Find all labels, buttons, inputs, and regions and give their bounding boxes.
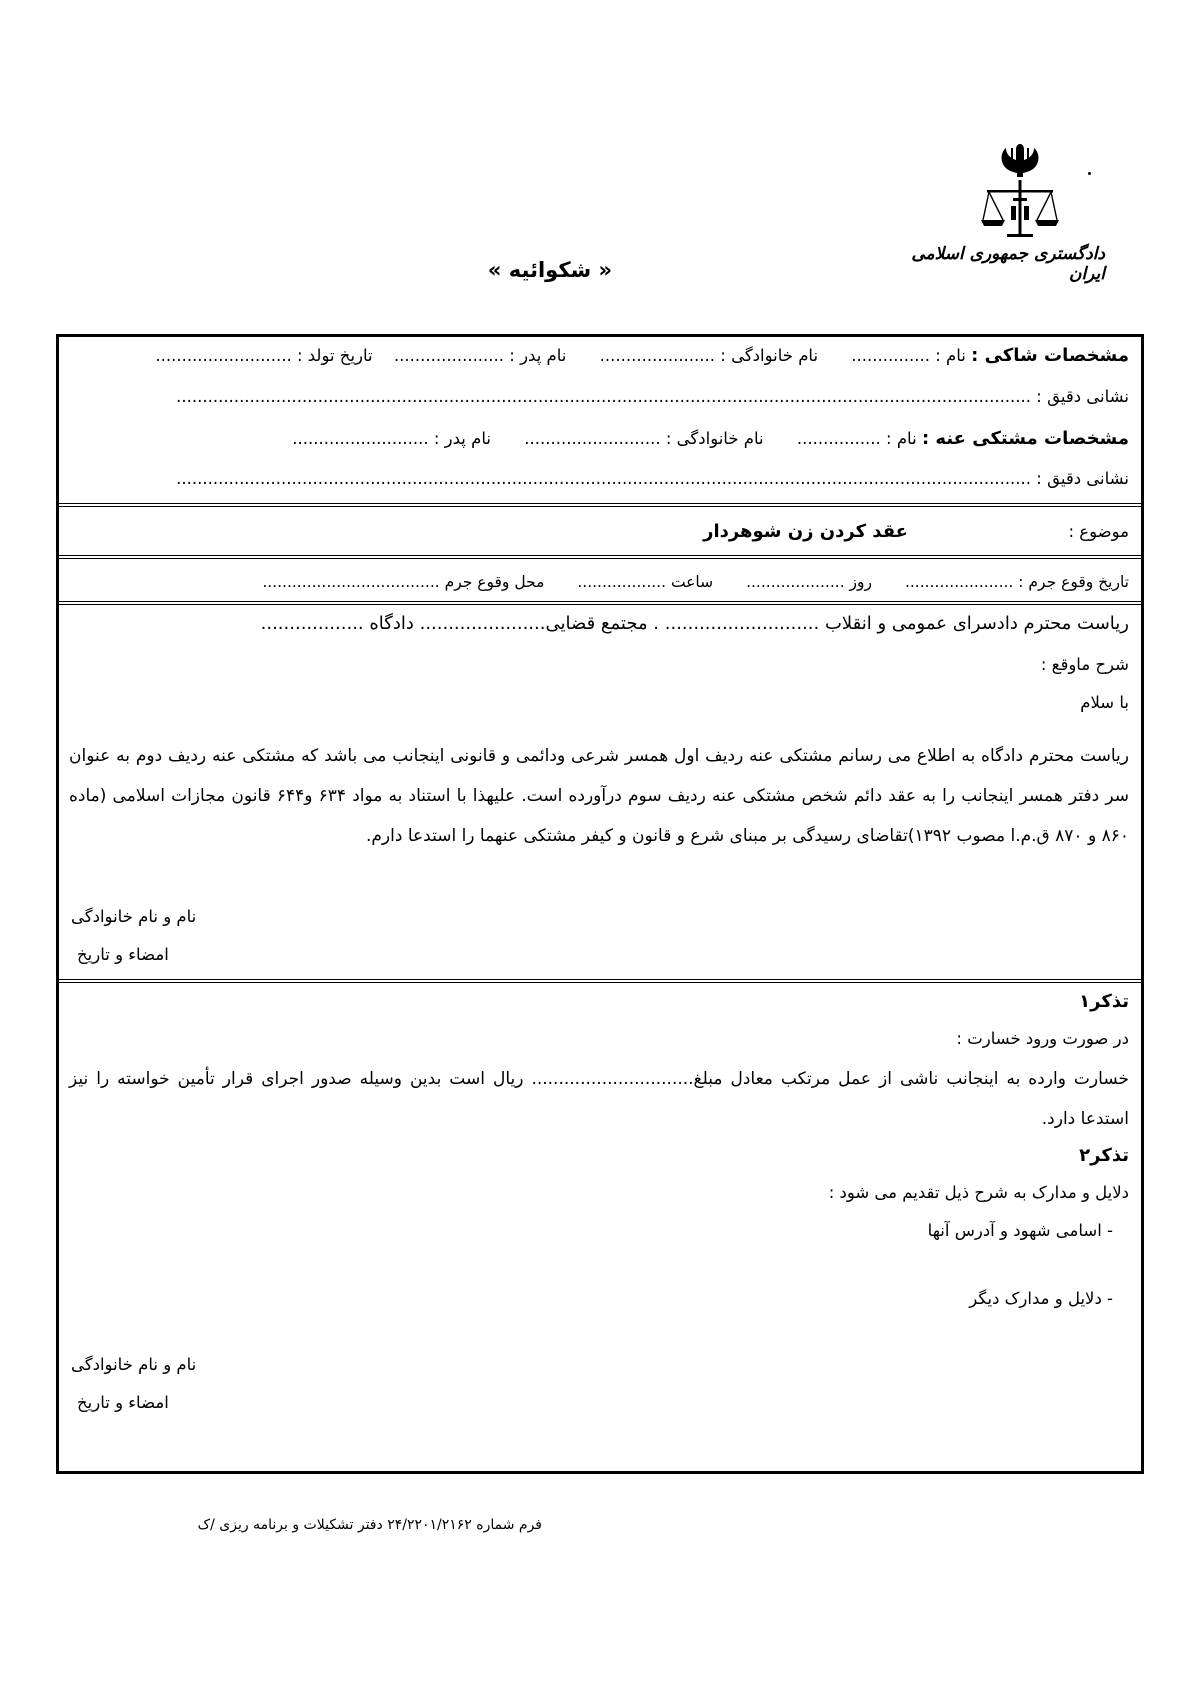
signature-name-2: نام و نام خانوادگی bbox=[71, 1355, 197, 1374]
section-divider bbox=[59, 555, 1141, 559]
defendant-address-field[interactable]: نشانی دقیق : ................................................................................................................................................................... bbox=[176, 469, 1129, 488]
subject-label: موضوع : bbox=[1068, 522, 1129, 541]
description-label: شرح ماوقع : bbox=[1040, 655, 1129, 674]
note2-item-witnesses[interactable]: - اسامی شهود و آدرس آنها bbox=[927, 1221, 1113, 1240]
note1-text[interactable]: خسارت وارده به اینجانب ناشی از عمل مرتکب معادل مبلغ.............................. ریال است بدین وسیله صدور اجرای قرار تأمین خواسته را نیز استدعا دارد. bbox=[69, 1069, 1129, 1129]
form-number-footer: فرم شماره ۲۴/۲۲۰۱/۲۱۶۲ دفتر تشکیلات و برنامه ریزی /ک bbox=[197, 1517, 542, 1533]
complaint-text: ریاست محترم دادگاه به اطلاع می رسانم مشتکی عنه ردیف اول همسر شرعی ودائمی و قانونی اینجانب می باشد که مشتکی عنه ردیف دوم به عنوان سر دفتر همسر اینجانب را به عقد دائم شخص مشتکی عنه ردیف سوم درآورده است. علیهذا با استناد به مواد ۶۳۴ و۶۴۴ قانون مجازات اسلامی (ماده ۸۶۰ و ۸۷۰ ق.م.ا مصوب ۱۳۹۲)تقاضای رسیدگی بر مبنای شرع و قانون و کیفر مشتکی عنهما را استدعا دارم. bbox=[69, 746, 1129, 846]
organization-name: دادگستری جمهوری اسلامی ایران bbox=[911, 244, 1105, 284]
note2-title: تذکر۲ bbox=[1079, 1145, 1129, 1166]
subject-row bbox=[703, 521, 1129, 542]
addressee-line[interactable]: ریاست محترم دادسرای عمومی و انقلاب ........................... . مجتمع قضایی...................... دادگاه .................. bbox=[260, 613, 1129, 634]
complainant-family-field[interactable]: نام خانوادگی : ...................... bbox=[599, 346, 819, 365]
complainant-heading: مشخصات شاکی : bbox=[971, 345, 1129, 366]
section-divider bbox=[59, 979, 1141, 983]
signature-sign-2: امضاء و تاریخ bbox=[77, 1393, 169, 1412]
complainant-name-field[interactable]: نام : ............... bbox=[851, 346, 966, 365]
form-frame bbox=[56, 334, 1144, 1474]
crime-place-field[interactable]: محل وقوع جرم .................................... bbox=[262, 573, 545, 591]
crime-time-field[interactable]: ساعت .................. bbox=[577, 573, 714, 591]
defendant-father-field[interactable]: نام پدر : .......................... bbox=[292, 429, 491, 448]
section-divider bbox=[59, 503, 1141, 507]
crime-row bbox=[262, 573, 1129, 591]
defendant-row bbox=[292, 428, 1129, 449]
complainant-birth-field[interactable]: تاریخ تولد : .......................... bbox=[155, 346, 373, 365]
crime-date-field[interactable]: تاریخ وقوع جرم : ...................... bbox=[904, 573, 1129, 591]
dot-mark bbox=[1088, 172, 1091, 175]
form-title: « شکوائیه » bbox=[487, 258, 613, 282]
crime-day-field[interactable]: روز .................... bbox=[746, 573, 873, 591]
complainant-father-field[interactable]: نام پدر : ..................... bbox=[393, 346, 567, 365]
note1-intro: در صورت ورود خسارت : bbox=[956, 1029, 1129, 1048]
greeting: با سلام bbox=[1080, 693, 1129, 712]
signature-sign-1: امضاء و تاریخ bbox=[77, 945, 169, 964]
section-divider bbox=[59, 601, 1141, 605]
note2-intro: دلایل و مدارک به شرح ذیل تقدیم می شود : bbox=[828, 1183, 1129, 1202]
iran-emblem-icon bbox=[975, 140, 1065, 248]
defendant-family-field[interactable]: نام خانوادگی : .......................... bbox=[524, 429, 764, 448]
defendant-heading: مشخصات مشتکی عنه : bbox=[921, 428, 1129, 449]
signature-name-1: نام و نام خانوادگی bbox=[71, 907, 197, 926]
note1-title: تذکر۱ bbox=[1079, 991, 1129, 1012]
note2-item-evidence[interactable]: - دلایل و مدارک دیگر bbox=[969, 1289, 1113, 1308]
complainant-address-field[interactable]: نشانی دقیق : ................................................................................................................................................................... bbox=[176, 387, 1129, 406]
subject-value: عقد کردن زن شوهردار bbox=[703, 521, 908, 542]
complainant-row bbox=[155, 345, 1129, 366]
defendant-name-field[interactable]: نام : ................ bbox=[796, 429, 917, 448]
